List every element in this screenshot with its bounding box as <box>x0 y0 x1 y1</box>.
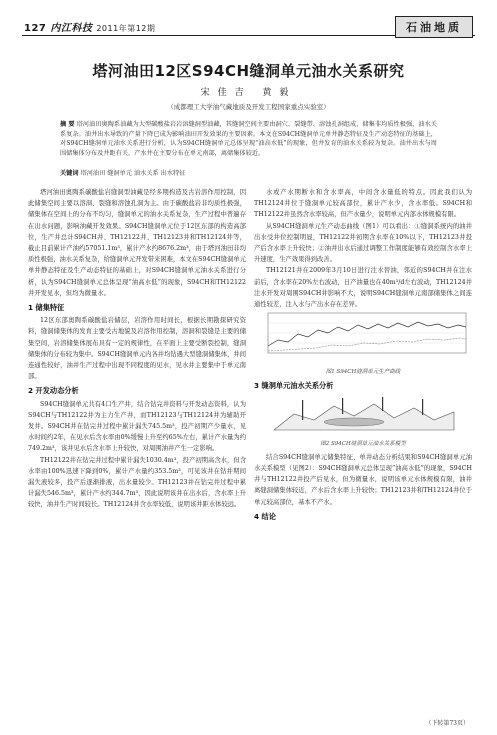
issue-label: 2011年第12期 <box>96 24 156 33</box>
abstract-label: 摘 要 <box>60 121 75 128</box>
left-column <box>28 187 246 511</box>
figure-2-cave <box>324 418 384 426</box>
article-authors: 宋佳吉 黄毅 <box>200 88 297 98</box>
right-paragraph-3: TH12121井在2009年3月10日进行注水替油，邻近的S94CH井在注水前后，含水率在20%左右波动，日产油量也在40m³/d左右波动，TH12124井注水开发对周围S94CH井影响不大，说明S94CH缝洞单元南部储集体之间连通性较差，注入水与产出水存在差异。 <box>254 267 472 309</box>
article-affiliation: （成都理工大学油气藏地质及开发工程国家重点实验室） <box>167 103 330 111</box>
figure-1-caption: 图1 S94CH缝洞单元生产曲线 <box>325 369 401 376</box>
column-label: 石油地质 <box>395 16 473 38</box>
oil-water-model-figure <box>254 394 472 434</box>
figure-1-grid <box>268 323 466 343</box>
abstract-text: 塔河油田奥陶系油藏为大型碳酸盐岩岩溶缝洞型油藏，其缝洞空间主要由洞穴、裂缝带、溶蚀孔洞组成，储集非均质性极强，油水关系复杂。油井出水导致的产量下降已成为影响油田开发效果的主要因素。本文在S94CH缝洞单元单井静态特征及生产动态特征的基础上，对S94CH缝洞单元油水关系进行分析，认为S94CH缝洞单元总体呈现“油高水低”的现象，但井发育的油水关系较为复杂。油井出水与周围储集体分布及井距有关，产水井在主要分布在单元南部，离储集体较近。 <box>60 121 437 157</box>
section-4-heading: 4 结论 <box>254 511 276 521</box>
section-1-heading: 1 储集特征 <box>28 303 65 313</box>
article-title: 塔河油田12区S94CH缝洞单元油水关系研究 <box>92 62 405 80</box>
section-2-text-b: TH12122井在钻完井过程中累计漏失1030.4m³，投产初期高含水，但含水率由100%迅速下降到0%，累计产水量约353.5m³，可见该井在钻井期间漏失液较多，投产后逐渐排液，出水量较少。TH12123井在钻完井过程中累计漏失546.5m³，累计产水约344.7m³，因此说明该井在出水后，含水率上升较快，油井生产时间较长。TH12124井含水率较低，说明该井距水体较远。 <box>28 456 246 509</box>
figure-1-curve-water <box>268 338 466 351</box>
right-column <box>254 187 472 524</box>
production-curve-figure <box>254 310 472 362</box>
figure-1-curve-oil <box>268 322 466 346</box>
intro-paragraph: 塔河油田奥陶系碳酸盐岩缝洞型油藏是经多期构造及古岩溶作用控制，因此储集空间主要以溶洞、裂缝和溶蚀孔洞为主。由于碳酸盐岩非均质性极强，储集体在空间上的分布不均匀，缝洞单元的油水关系复杂，生产过程中普遍存在出水问题，影响油藏开发效果。S94CH缝洞单元位于12区东部的构造高部位，生产井总计S94CH井、TH12122井、TH12123井和TH12124井等，截止目前累计产油约57051.1m³，累计产水约8676.2m³，由于塔河油田非均质性极强，油水关系复杂，给缝洞单元开发带来困难，本文在S94CH缝洞单元单井静态特征及生产动态特征的基础上，对S94CH缝洞单元油水关系进行分析，认为S94CH缝洞单元总体呈现“油高水低”的现象，S94CH和TH12122井开发见水，但均为微量水。 <box>28 189 246 297</box>
right-paragraph-2: 从S94CH缝洞单元生产动态曲线（图1）可以看出：①缝洞系统内的油井出水受井位控制明显，TH12122井初期含水率在10%以下，TH12123井投产后含水率上升较快；②油井出水后通过调整工作制度能够有效控制含水率上升速度，生产效果得到改善。 <box>254 222 472 264</box>
keywords-text: 塔河油田 缝洞单元 油水关系 出水特征 <box>80 170 186 177</box>
page-header <box>22 14 475 36</box>
magazine-name: 内江科技 <box>50 23 93 34</box>
journal-info <box>24 19 155 34</box>
right-paragraph-1: 水或产水期断水和含水率高，中间含水量低的特点。因此我们认为TH12124井位于缝洞单元较高部位，累计产水少，含水率低。S94CH和TH12122井虽然含水率较高，但产水量少，说明单元内部水体规模有限。 <box>254 189 472 219</box>
section-2-text-a: S94CH缝洞单元共有4口生产井，结合钻完井资料与开发动态资料，认为S94CH与TH12122井为主力生产井，而TH12123与TH12124井为辅助开发井。S94CH井在钻完井过程中累计漏失745.5m³，投产初期产少量水，见水时间约2年，在见水后含水率由0%缓慢上升至约65%左右，累计产水量为约749.2m³，该井见水后含水率上升较快，对周围油井产生一定影响。 <box>28 400 246 453</box>
section-2-heading: 2 开发动态分析 <box>28 386 79 396</box>
abstract <box>60 120 437 158</box>
keywords-label: 关键词 <box>60 170 79 177</box>
continuation-note: （下转第73页） <box>425 720 469 727</box>
right-paragraph-4: 结合S94CH缝洞单元储集特征、单井动态分析结果和S94CH缝洞单元油水关系模型（见图2）：S94CH缝洞单元总体呈现“油高水低”的现象，S94CH井与TH12122井投产后见水，但为微量水，说明该单元水体规模有限，油井离缝洞储集体较近，产水后含水率上升较快；TH12123井和TH12124井位于单元较高部位，基本不产水。 <box>254 453 472 506</box>
keywords <box>60 168 437 177</box>
figure-2-caption: 图2 S94CH缝洞单元油水关系模型 <box>320 440 406 447</box>
section-3-heading: 3 缝洞单元油水关系分析 <box>254 381 334 391</box>
page-number: 127 <box>24 23 47 34</box>
section-1-text: 12区东部奥陶系碳酸盐岩储层，岩溶作用时间长，根据长期勘探研究资料，缝洞储集体的发育主要受古地貌及岩溶作用控制，溶洞和裂缝是主要的储集空间，岩溶储集体展布具有一定的规律性，在平面上主要受断裂控制，缝洞储集体的分布较为集中。S94CH缝洞单元内各井均钻遇大型缝洞储集体，井间连通性较好，油井生产过程中出现不同程度的见水，见水井主要集中于单元南部。 <box>28 317 246 381</box>
figure-2-strata <box>274 404 454 430</box>
